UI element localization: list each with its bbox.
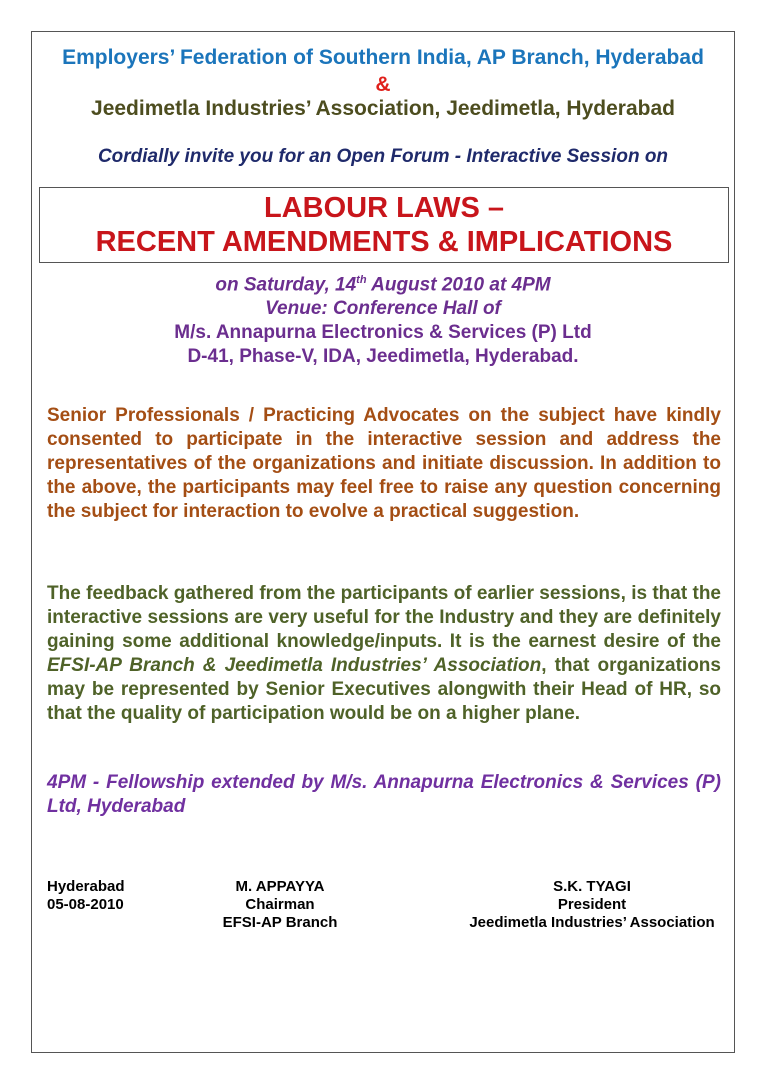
paragraph-speakers: Senior Professionals / Practicing Advocates on the subject have kindly consented to participate in the interactive session and address the representatives of the organizations and initiate discussion. In addition to the above, the participants may feel free to raise any question concerning the subject for interaction to evolve a practical suggestion.	[47, 405, 721, 522]
feedback-text-1: The feedback gathered from the participants of earlier sessions, is that the interactive sessions are very useful for the Industry and they are definitely gaining some additional knowledge/inputs. It is the earnest desire of the	[47, 583, 721, 652]
title-line-1: LABOUR LAWS –	[263, 192, 505, 224]
event-date-prefix: on Saturday, 14	[215, 274, 357, 296]
event-date-sup: th	[356, 274, 367, 286]
feedback-emphasis: EFSI-AP Branch & Jeedimetla Industries’ Association	[47, 655, 542, 676]
date: 05-08-2010	[47, 896, 124, 913]
organizer-efsi: Employers’ Federation of Southern India, AP Branch, Hyderabad	[62, 46, 704, 69]
pres-org: Jeedimetla Industries’ Association	[469, 914, 715, 931]
event-date	[31, 274, 735, 296]
paragraph-feedback	[47, 582, 721, 726]
place: Hyderabad	[47, 878, 125, 895]
chair-name: M. APPAYYA	[235, 878, 325, 895]
event-venue: Venue: Conference Hall of	[265, 298, 501, 319]
paragraph-fellowship: 4PM - Fellowship extended by M/s. Annapurna Electronics & Services (P) Ltd, Hyderabad	[47, 772, 721, 817]
title-box	[39, 187, 729, 263]
ampersand: &	[375, 73, 391, 96]
event-date-suffix: August 2010 at 4PM	[366, 274, 551, 296]
event-address: D-41, Phase-V, IDA, Jeedimetla, Hyderabad.	[187, 346, 579, 367]
signature-place-date	[47, 878, 125, 914]
invite-line: Cordially invite you for an Open Forum - Interactive Session on	[97, 146, 669, 167]
signature-chairman	[218, 878, 342, 932]
title-line-2: RECENT AMENDMENTS & IMPLICATIONS	[95, 226, 673, 258]
chair-org: EFSI-AP Branch	[222, 914, 338, 931]
organizer-jia: Jeedimetla Industries’ Association, Jeedimetla, Hyderabad	[91, 97, 675, 120]
feedback-text-2: , that organizations may be represented by Senior Executives alongwith their Head of HR, so that the quality of participation would be on a higher plane.	[47, 655, 721, 724]
pres-name: S.K. TYAGI	[553, 878, 631, 895]
pres-title: President	[557, 896, 627, 913]
signature-president	[462, 878, 722, 932]
event-company: M/s. Annapurna Electronics & Services (P) Ltd	[174, 322, 592, 343]
chair-title: Chairman	[245, 896, 315, 913]
